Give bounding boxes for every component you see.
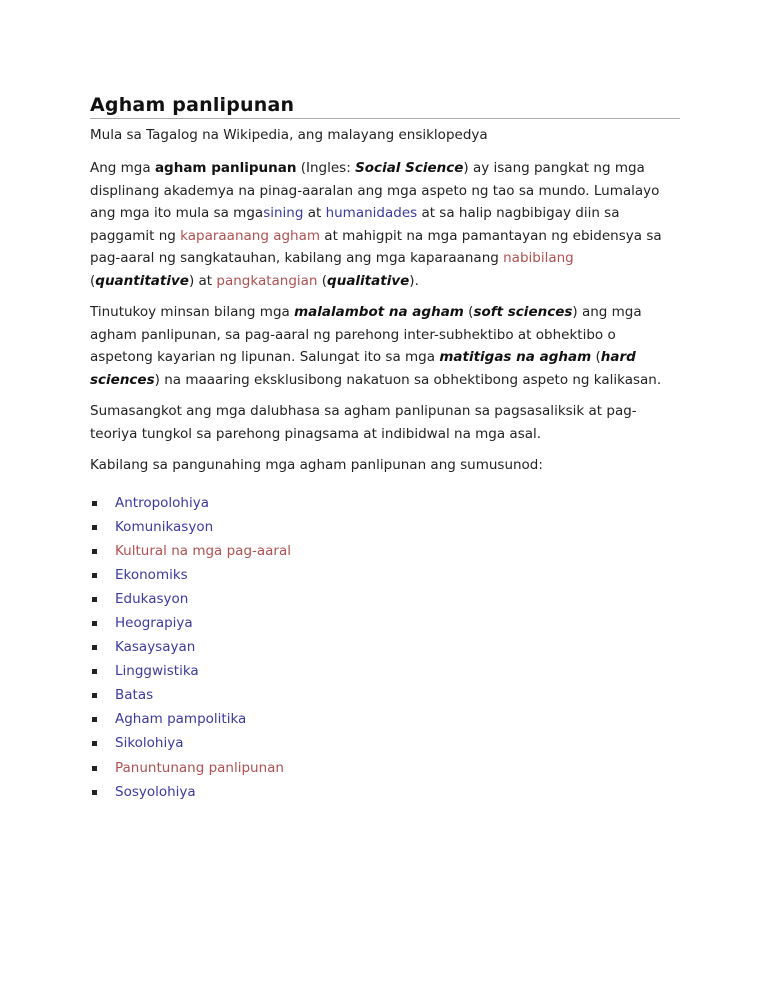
list-item (90, 780, 680, 804)
paragraph-soft-hard (90, 301, 680, 391)
list-item-link[interactable]: Sosyolohiya (115, 783, 196, 800)
text: ( (317, 272, 328, 289)
site-tagline: Mula sa Tagalog na Wikipedia, ang malayang ensiklopedya (90, 127, 488, 143)
list-item (90, 587, 680, 611)
bullet-icon (92, 693, 97, 698)
bullet-icon (92, 645, 97, 650)
list-item (90, 611, 680, 635)
bullet-icon (92, 597, 97, 602)
list-item-link[interactable]: Edukasyon (115, 590, 189, 607)
list-item-link[interactable]: Kasaysayan (115, 639, 196, 656)
list-item (90, 491, 680, 515)
list-item-link[interactable]: Komunikasyon (115, 518, 214, 535)
list-item (90, 563, 680, 587)
text: ( (591, 349, 601, 365)
text: ) na maaaring eksklusibong nakatuon sa obhektibong aspeto ng kalikasan. (154, 371, 662, 388)
list-item-link[interactable]: Sikolohiya (115, 735, 184, 752)
term-qualitative: qualitative (327, 272, 410, 289)
text: Ang mga (90, 160, 155, 176)
bullet-icon (92, 717, 97, 722)
text: ) at (188, 272, 217, 289)
list-item (90, 756, 680, 780)
list-item (90, 635, 680, 659)
text: at sa halip nagbibigay diin sa paggamit ng (90, 205, 620, 244)
discipline-list (90, 491, 680, 804)
bullet-icon (92, 766, 97, 771)
bullet-icon (92, 621, 97, 626)
paragraph-research: Sumasangkot ang mga dalubhasa sa agham panlipunan sa pagsasaliksik at pag-teoriya tungkol sa parehong pinagsama at indibidwal na mga asal. (90, 403, 637, 442)
article (90, 94, 680, 804)
term-malalambot-na-agham: malalambot na agham (294, 304, 464, 320)
link-humanidades[interactable]: humanidades (325, 205, 418, 221)
bullet-icon (92, 741, 97, 746)
list-item-link[interactable]: Ekonomiks (115, 566, 188, 583)
list-item (90, 659, 680, 683)
text: ) ay isang pangkat ng mga displinang akademya na pinag-aaralan ang mga aspeto ng tao sa mundo. Lumalayo ang mga ito mula sa mga (90, 160, 660, 221)
list-item-link[interactable]: Heograpiya (115, 614, 193, 631)
bullet-icon (92, 573, 97, 578)
list-item-link[interactable]: Panuntunang panlipunan (115, 759, 284, 776)
text: ( (90, 272, 96, 289)
text: at (303, 205, 326, 221)
text: (Ingles: (296, 160, 356, 176)
bullet-icon (92, 790, 97, 795)
text: ( (463, 304, 474, 320)
term-soft-sciences: soft sciences (473, 304, 573, 320)
term-social-science: Social Science (355, 160, 464, 176)
list-item-link[interactable]: Agham pampolitika (115, 711, 247, 728)
list-item-link[interactable]: Kultural na mga pag-aaral (115, 542, 292, 559)
link-kaparaanang-agham[interactable]: kaparaanang agham (180, 227, 321, 244)
term-hard-sciences: hard sciences (90, 349, 636, 388)
bullet-icon (92, 669, 97, 674)
term-matitigas-na-agham: matitigas na agham (439, 349, 592, 365)
bullet-icon (92, 525, 97, 530)
bullet-icon (92, 549, 97, 554)
text: at mahigpit na mga pamantayan ng ebidensya sa pag-aaral ng sangkatauhan, kabilang ang mga kaparaanang (90, 227, 662, 266)
list-item (90, 515, 680, 539)
list-item-link[interactable]: Batas (115, 687, 154, 704)
paragraph-list-intro: Kabilang sa pangunahing mga agham panlipunan ang sumusunod: (90, 457, 543, 473)
link-nabibilang[interactable]: nabibilang (503, 250, 574, 266)
page-title: Agham panlipunan (90, 94, 680, 119)
paragraph-intro (90, 157, 680, 292)
term-quantitative: quantitative (95, 272, 189, 289)
text: ). (409, 272, 419, 289)
list-item (90, 731, 680, 755)
list-item-link[interactable]: Linggwistika (115, 663, 199, 680)
link-sining[interactable]: sining (263, 205, 304, 221)
text: Tinutukoy minsan bilang mga (90, 304, 295, 320)
list-item (90, 707, 680, 731)
term-agham-panlipunan: agham panlipunan (154, 160, 297, 176)
list-item (90, 539, 680, 563)
list-item-link[interactable]: Antropolohiya (115, 494, 210, 511)
link-pangkatangian[interactable]: pangkatangian (216, 272, 318, 289)
list-item (90, 683, 680, 707)
bullet-icon (92, 501, 97, 506)
text: ) ang mga agham panlipunan, sa pag-aaral ng parehong inter-subhektibo at obhektibo o aspetong kayarian ng lipunan. Salungat ito sa mga (90, 304, 642, 365)
